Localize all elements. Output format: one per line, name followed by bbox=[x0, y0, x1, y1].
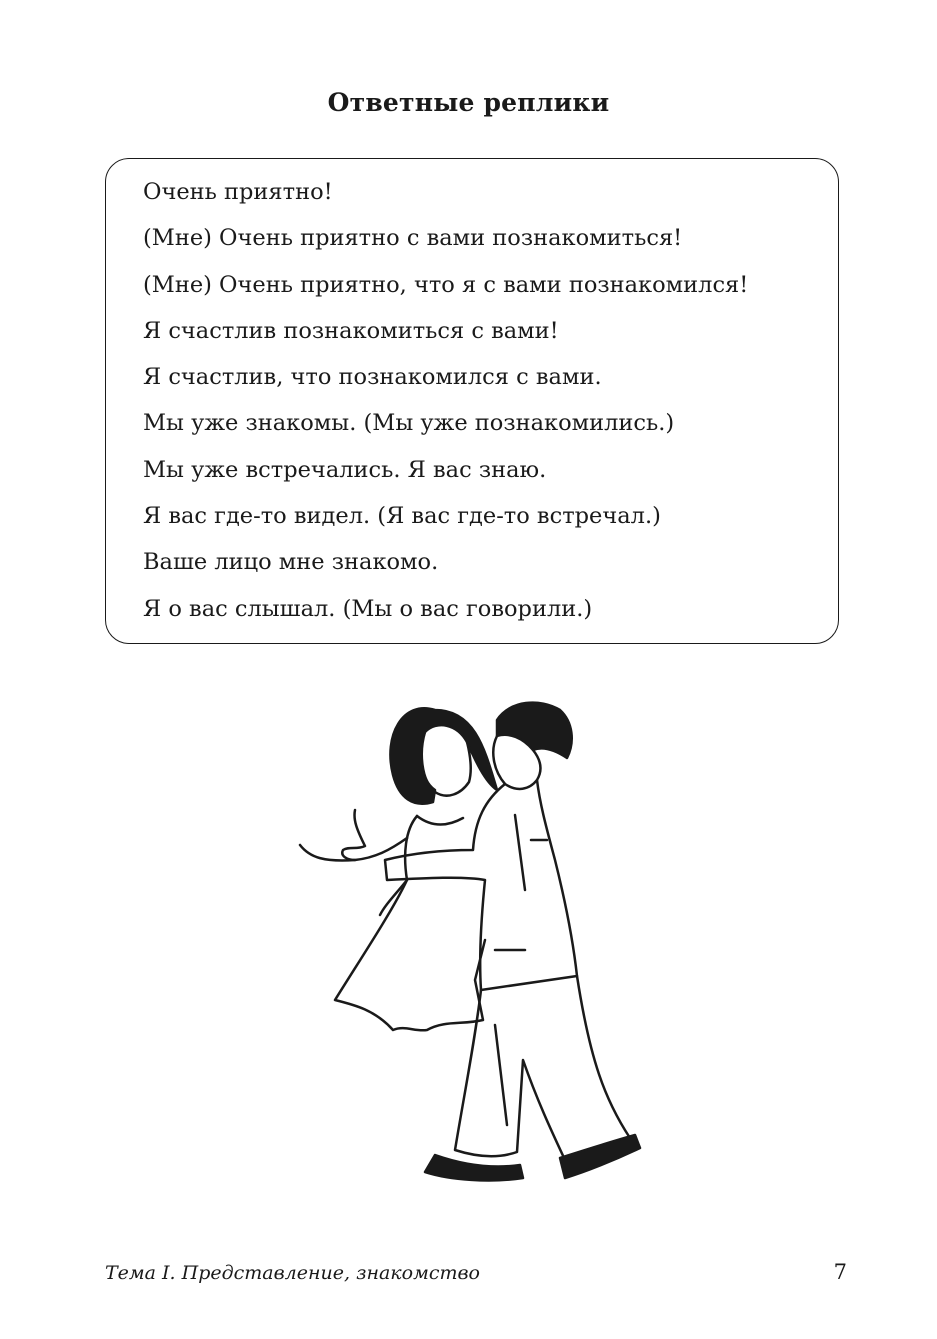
phrase-list bbox=[143, 169, 748, 632]
man-shoe-left bbox=[425, 1155, 523, 1180]
man-jacket bbox=[385, 780, 577, 990]
phrase-item: Мы уже знакомы. (Мы уже познакомились.) bbox=[143, 410, 675, 437]
phrase-box bbox=[105, 158, 839, 644]
woman-arm bbox=[342, 810, 407, 860]
dancing-couple-illustration bbox=[285, 680, 645, 1200]
phrase-item: Я счастлив познакомиться с вами! bbox=[143, 317, 559, 344]
footer-topic: Тема I. Представление, знакомство bbox=[105, 1262, 480, 1284]
page-title: Ответные реплики bbox=[327, 88, 610, 117]
phrase-item: Мы уже встречались. Я вас знаю. bbox=[143, 456, 547, 483]
phrase-item: Ваше лицо мне знакомо. bbox=[143, 549, 439, 576]
man-hair bbox=[497, 703, 572, 758]
phrase-item: Очень приятно! bbox=[143, 179, 333, 205]
woman-leg bbox=[495, 1025, 507, 1125]
man-shoe-right bbox=[560, 1135, 640, 1178]
phrase-item: (Мне) Очень приятно с вами познакомиться! bbox=[143, 225, 683, 252]
woman-hair bbox=[390, 708, 497, 803]
phrase-item: Я вас где-то видел. (Я вас где-то встречал.) bbox=[143, 503, 661, 530]
phrase-item: (Мне) Очень приятно, что я с вами познакомился! bbox=[143, 271, 749, 298]
woman-face bbox=[422, 732, 471, 796]
man-legs bbox=[455, 976, 630, 1160]
page-number: 7 bbox=[833, 1260, 847, 1284]
phrase-item: Я счастлив, что познакомился с вами. bbox=[143, 364, 602, 391]
phrase-item: Я о вас слышал. (Мы о вас говорили.) bbox=[143, 595, 593, 622]
